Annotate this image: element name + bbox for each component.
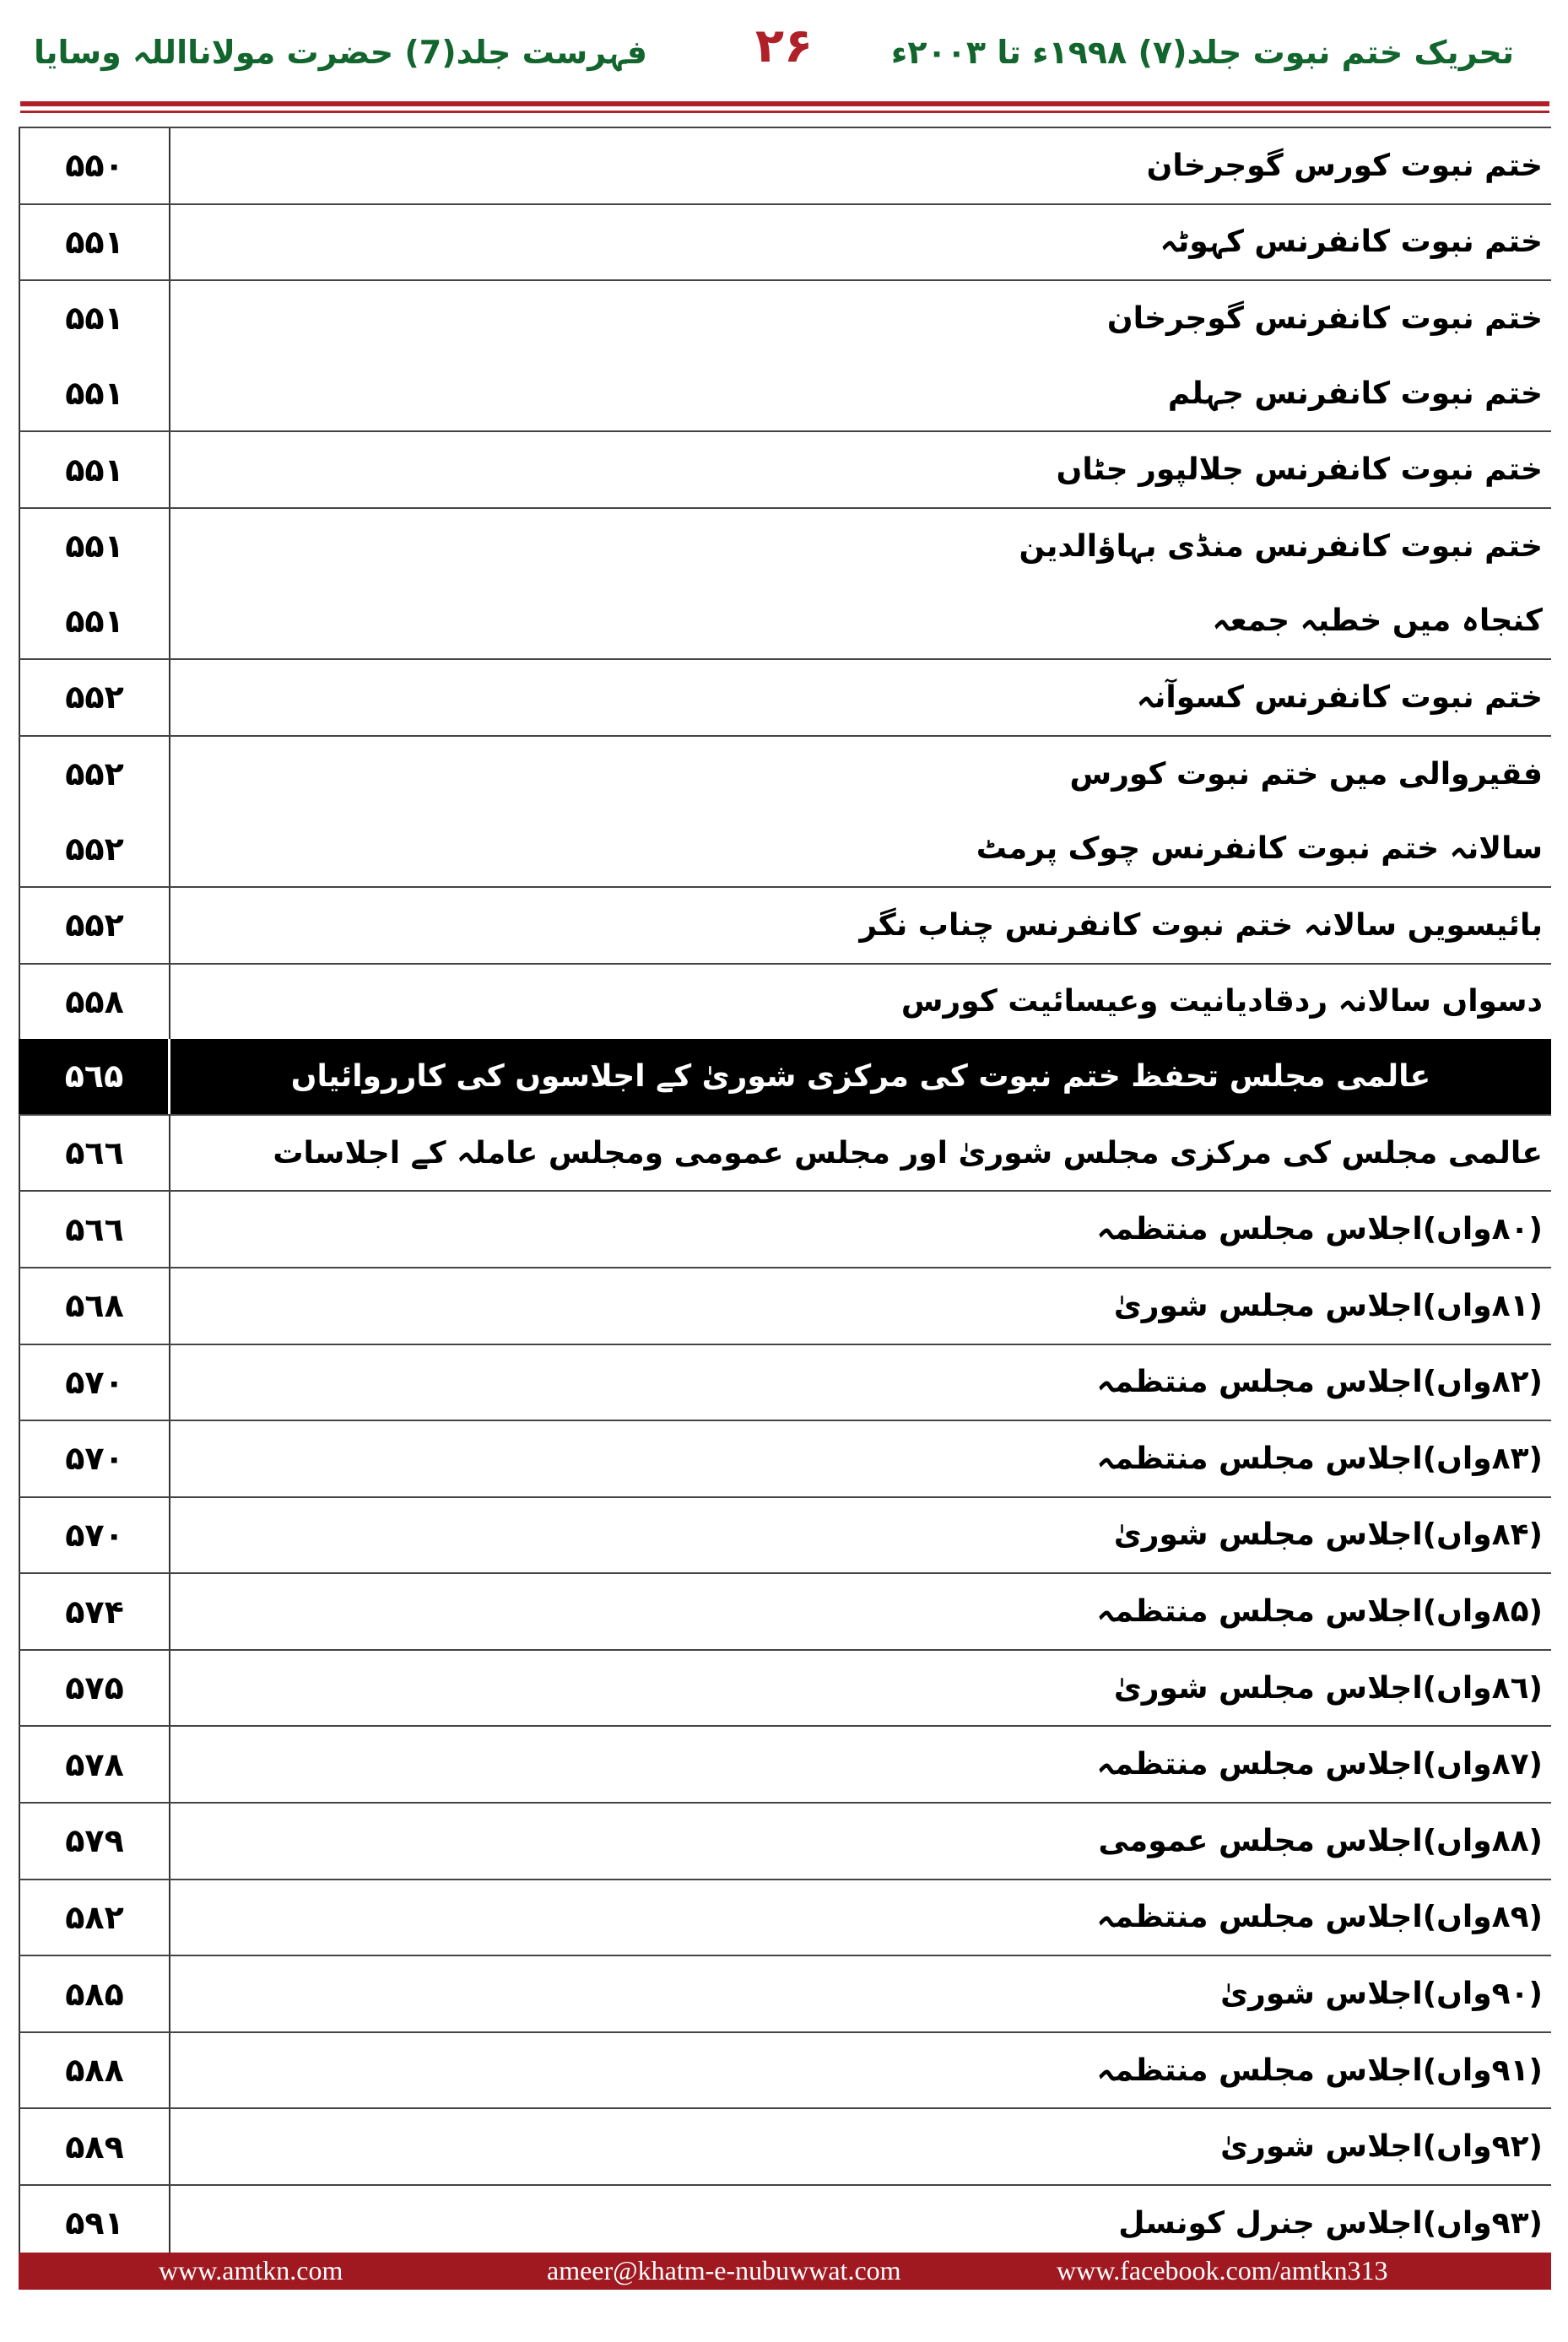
toc-page-number: ۵۸۸	[19, 2033, 170, 2108]
toc-page-number: ۵۵۲	[19, 737, 170, 812]
toc-row[interactable]	[19, 1344, 1551, 1420]
toc-page-number: ۵۵۰	[19, 128, 170, 203]
toc-page-number: ۵۷۹	[19, 1804, 170, 1879]
toc-entry-title: عالمی مجلس کی مرکزی مجلس شوریٰ اور مجلس عمومی ومجلس عاملہ کے اجلاسات	[273, 1135, 1543, 1171]
toc-entry-title: (۸۹واں)اجلاس مجلس منتظمہ	[1096, 1900, 1543, 1935]
section-heading-title: عالمی مجلس تحفظ ختم نبوت کی مرکزی شوریٰ کے اجلاسوں کی کارروائیاں	[290, 1058, 1431, 1094]
toc-page-number: ۵۸۹	[19, 2109, 170, 2184]
toc-entry-title: دسواں سالانہ ردقادیانیت وعیسائیت کورس	[900, 984, 1543, 1020]
toc-page-number: ۵۷۰	[19, 1345, 170, 1420]
toc-page-number: ۵٦٦	[19, 1192, 170, 1267]
header-rule	[20, 101, 1549, 106]
toc-page-number: ۵٦۵	[19, 1039, 170, 1114]
toc-row[interactable]	[19, 658, 1551, 735]
toc-entry-title: سالانہ ختم نبوت کانفرنس چوک پرمٹ	[976, 831, 1543, 867]
toc-row[interactable]	[19, 1955, 1551, 2031]
toc-row[interactable]	[19, 886, 1551, 963]
footer-email-link[interactable]: ameer@khatm-e-nubuwwat.com	[547, 2255, 901, 2285]
toc-row[interactable]	[19, 430, 1551, 507]
toc-page-number: ۵۸۵	[19, 1956, 170, 2031]
toc-row[interactable]	[19, 963, 1551, 1040]
index-title: فہرست جلد(7) حضرت مولانااللہ وسایا	[34, 34, 648, 71]
toc-row[interactable]	[19, 1114, 1551, 1191]
toc-page-number: ۵۷۰	[19, 1421, 170, 1496]
toc-entry-title: (۸۱واں)اجلاس مجلس شوریٰ	[1113, 1288, 1543, 1323]
toc-page-number: ۵۵۱	[19, 584, 170, 659]
toc-section-heading[interactable]	[19, 1039, 1551, 1114]
toc-entry-title: (۸۳واں)اجلاس مجلس منتظمہ	[1096, 1441, 1543, 1476]
toc-row[interactable]	[19, 507, 1551, 584]
toc-row[interactable]	[19, 1802, 1551, 1879]
toc-row[interactable]	[19, 2107, 1551, 2184]
toc-entry-title: ختم نبوت کانفرنس جلالپور جٹاں	[1056, 452, 1543, 488]
toc-page-number: ۵۵۱	[19, 281, 170, 356]
toc-entry-title: (۹۱واں)اجلاس مجلس منتظمہ	[1096, 2053, 1543, 2088]
toc-entry-title: (۹۲واں)اجلاس شوریٰ	[1220, 2129, 1543, 2165]
toc-row[interactable]	[19, 735, 1551, 812]
toc-page-number: ۵۵۲	[19, 811, 170, 886]
toc-row[interactable]	[19, 2031, 1551, 2108]
toc-entry-title: (۸۷واں)اجلاس مجلس منتظمہ	[1096, 1747, 1543, 1782]
table-of-contents	[19, 127, 1551, 2242]
toc-page-number: ۵٦٦	[19, 1116, 170, 1191]
toc-page-number: ۵۷۰	[19, 1498, 170, 1573]
toc-page-number: ۵۷۸	[19, 1727, 170, 1802]
toc-row[interactable]	[19, 1190, 1551, 1267]
toc-row[interactable]	[19, 1572, 1551, 1649]
toc-page-number: ۵۸۲	[19, 1880, 170, 1955]
page-header	[0, 0, 1568, 105]
toc-row[interactable]	[19, 356, 1551, 431]
toc-entry-title: (۸۸واں)اجلاس مجلس عمومی	[1098, 1823, 1543, 1858]
toc-row[interactable]	[19, 1267, 1551, 1344]
toc-row[interactable]	[19, 811, 1551, 886]
toc-page-number: ۵۷۴	[19, 1574, 170, 1649]
toc-entry-title: (۸۵واں)اجلاس مجلس منتظمہ	[1096, 1594, 1543, 1630]
toc-entry-title: (۹۳واں)اجلاس جنرل کونسل	[1118, 2205, 1543, 2241]
toc-row[interactable]	[19, 584, 1551, 659]
toc-entry-title: (۹۰واں)اجلاس شوریٰ	[1220, 1977, 1543, 2012]
toc-page-number: ۵۹۱	[19, 2186, 170, 2261]
footer-website-link[interactable]: www.amtkn.com	[159, 2255, 343, 2285]
toc-page-number: ۵۵۸	[19, 965, 170, 1040]
toc-page-number: ۵۵۱	[19, 509, 170, 584]
toc-page-number: ۵۷۵	[19, 1651, 170, 1726]
toc-entry-title: کنجاہ میں خطبہ جمعہ	[1212, 603, 1543, 639]
header-rule-thin	[20, 111, 1549, 113]
toc-row[interactable]	[19, 1420, 1551, 1496]
toc-page-number: ۵٦۸	[19, 1268, 170, 1344]
toc-entry-title: ختم نبوت کورس گوجرخان	[1146, 148, 1543, 183]
toc-entry-title: (۸۰واں)اجلاس مجلس منتظمہ	[1096, 1212, 1543, 1247]
toc-page-number: ۵۵۱	[19, 432, 170, 507]
toc-entry-title: ختم نبوت کانفرنس جہلم	[1167, 376, 1543, 411]
toc-row[interactable]	[19, 1879, 1551, 1955]
page-footer	[19, 2253, 1551, 2290]
toc-entry-title: (۸۲واں)اجلاس مجلس منتظمہ	[1096, 1365, 1543, 1400]
book-title: تحریک ختم نبوت جلد(۷) ۱۹۹۸ء تا ۲۰۰۳ء	[890, 34, 1514, 71]
toc-page-number: ۵۵۲	[19, 888, 170, 963]
page-number: ۲۶	[754, 19, 814, 73]
toc-entry-title: (۸۴واں)اجلاس مجلس شوریٰ	[1113, 1517, 1543, 1553]
toc-row[interactable]	[19, 1496, 1551, 1573]
toc-page-number: ۵۵۱	[19, 205, 170, 280]
toc-entry-title: (۸٦واں)اجلاس مجلس شوریٰ	[1113, 1670, 1543, 1706]
toc-entry-title: ختم نبوت کانفرنس منڈی بہاؤالدین	[1019, 528, 1543, 564]
toc-row[interactable]	[19, 1725, 1551, 1802]
toc-entry-title: ختم نبوت کانفرنس کہوٹہ	[1160, 224, 1543, 260]
toc-page-number: ۵۵۲	[19, 660, 170, 735]
toc-entry-title: ختم نبوت کانفرنس کسوآنہ	[1136, 679, 1543, 715]
toc-page-number: ۵۵۱	[19, 356, 170, 431]
toc-entry-title: ختم نبوت کانفرنس گوجرخان	[1106, 300, 1543, 336]
toc-row[interactable]	[19, 1649, 1551, 1726]
toc-entry-title: بائیسویں سالانہ ختم نبوت کانفرنس چناب نگر	[859, 907, 1543, 943]
toc-entry-title: فقیروالی میں ختم نبوت کورس	[1069, 756, 1543, 792]
toc-row[interactable]	[19, 279, 1551, 356]
footer-facebook-link[interactable]: www.facebook.com/amtkn313	[1057, 2255, 1388, 2285]
toc-row[interactable]	[19, 127, 1551, 203]
toc-row[interactable]	[19, 203, 1551, 280]
toc-row[interactable]	[19, 2184, 1551, 2263]
